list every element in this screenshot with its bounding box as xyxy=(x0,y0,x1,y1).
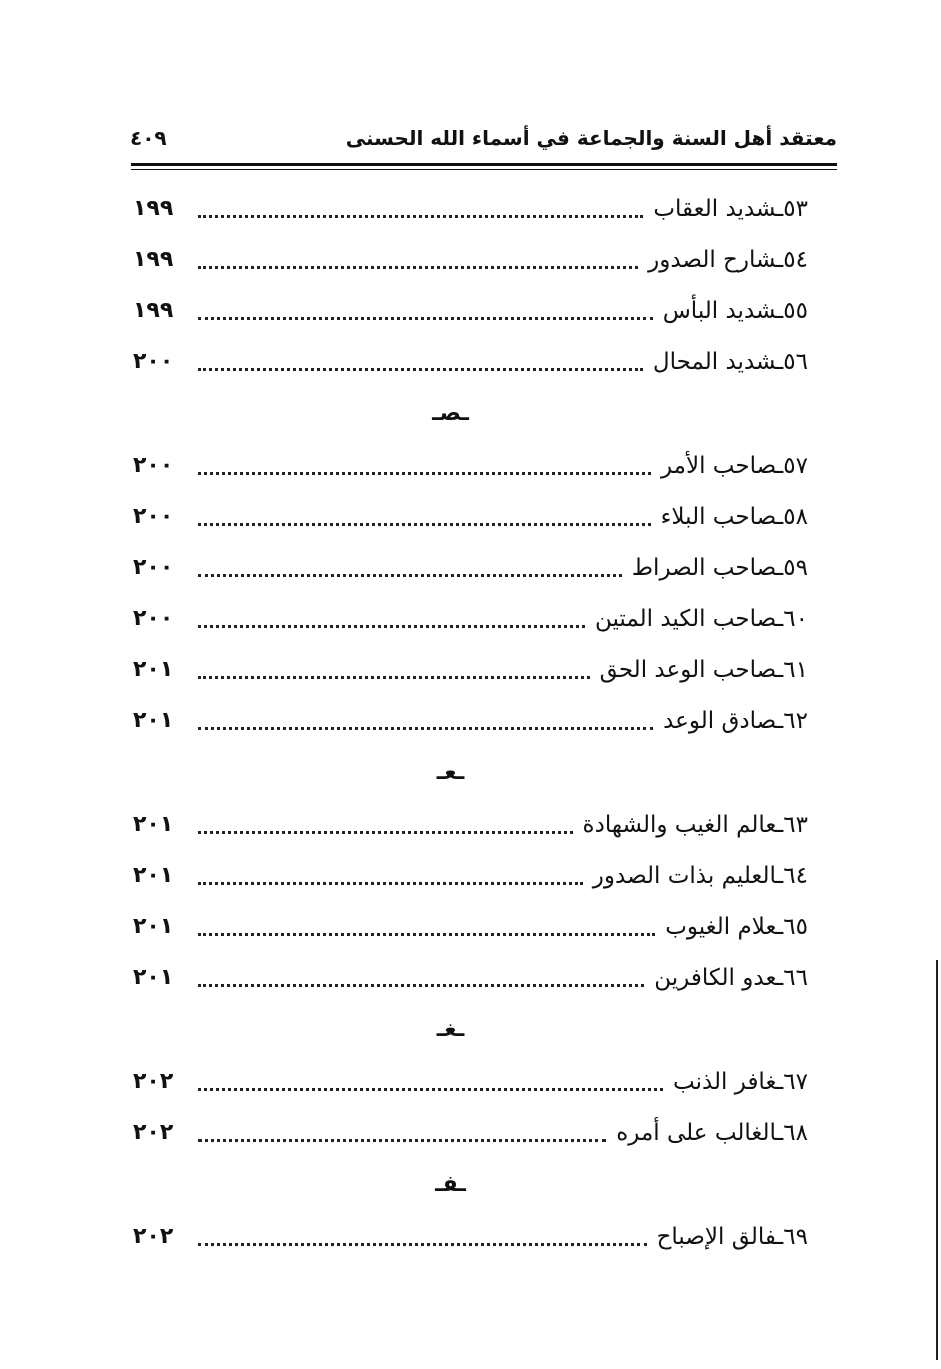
table-of-contents xyxy=(133,183,808,1262)
entry-page-number: ١٩٩ xyxy=(133,196,174,221)
toc-entry xyxy=(133,901,808,952)
header-rule-thin xyxy=(131,169,837,170)
entry-page-number: ٢٠٢ xyxy=(133,1224,174,1249)
entry-label: ٦٨ـالغالب على أمره xyxy=(616,1119,808,1146)
book-title: معتقد أهل السنة والجماعة في أسماء الله الحسنى xyxy=(345,126,837,150)
entry-page-number: ٢٠١ xyxy=(133,812,174,837)
entry-page-number: ٢٠١ xyxy=(133,914,174,939)
toc-entry xyxy=(133,1107,808,1158)
dot-leader xyxy=(198,266,638,269)
entry-label: ٦١ـصاحب الوعد الحق xyxy=(599,656,808,683)
entry-label: ٦٦ـعدو الكافرين xyxy=(654,964,808,991)
running-header xyxy=(130,126,837,160)
toc-entry xyxy=(133,593,808,644)
entry-label: ٦٥ـعلام الغيوب xyxy=(665,913,808,940)
dot-leader xyxy=(198,368,643,371)
dot-leader xyxy=(198,1088,663,1091)
entry-page-number: ١٩٩ xyxy=(133,298,174,323)
entry-page-number: ٢٠١ xyxy=(133,657,174,682)
entry-label: ٦٩ـفالق الإصباح xyxy=(656,1223,808,1250)
entry-page-number: ٢٠٠ xyxy=(133,453,174,478)
entry-label: ٥٦ـشديد المحال xyxy=(652,348,808,375)
dot-leader xyxy=(198,676,590,679)
header-rule-thick xyxy=(131,163,837,166)
dot-leader xyxy=(198,984,644,987)
dot-leader xyxy=(198,625,585,628)
entry-label: ٥٤ـشارح الصدور xyxy=(648,246,808,273)
entry-label: ٦٤ـالعليم بذات الصدور xyxy=(592,862,808,889)
toc-entry xyxy=(133,491,808,542)
toc-entry xyxy=(133,183,808,234)
dot-leader xyxy=(198,1139,606,1142)
toc-entry xyxy=(133,695,808,746)
page-number: ٤٠٩ xyxy=(130,126,167,150)
entry-page-number: ٢٠٢ xyxy=(133,1120,174,1145)
entry-page-number: ٢٠٠ xyxy=(133,504,174,529)
dot-leader xyxy=(198,1243,647,1246)
entry-page-number: ١٩٩ xyxy=(133,247,174,272)
toc-entry xyxy=(133,644,808,695)
toc-entry xyxy=(133,1211,808,1262)
section-letter: ـفـ xyxy=(435,1172,466,1197)
entry-label: ٥٣ـشديد العقاب xyxy=(653,195,808,222)
section-letter: ـعـ xyxy=(436,760,465,785)
dot-leader xyxy=(198,523,651,526)
page-edge-line xyxy=(936,960,938,1360)
toc-entry xyxy=(133,952,808,1003)
dot-leader xyxy=(198,831,573,834)
toc-entry xyxy=(133,336,808,387)
entry-label: ٦٠ـصاحب الكيد المتين xyxy=(594,605,808,632)
toc-entry xyxy=(133,285,808,336)
entry-page-number: ٢٠٠ xyxy=(133,349,174,374)
dot-leader xyxy=(198,472,651,475)
entry-page-number: ٢٠١ xyxy=(133,965,174,990)
toc-entry xyxy=(133,850,808,901)
dot-leader xyxy=(198,727,653,730)
entry-page-number: ٢٠٠ xyxy=(133,606,174,631)
section-letter: ـغـ xyxy=(436,1017,465,1042)
dot-leader xyxy=(198,933,655,936)
entry-page-number: ٢٠٢ xyxy=(133,1069,174,1094)
dot-leader xyxy=(198,215,643,218)
dot-leader xyxy=(198,317,653,320)
toc-entry xyxy=(133,234,808,285)
entry-label: ٦٧ـغافر الذنب xyxy=(672,1068,808,1095)
toc-entry xyxy=(133,799,808,850)
entry-page-number: ٢٠١ xyxy=(133,708,174,733)
toc-entry xyxy=(133,542,808,593)
entry-label: ٦٣ـعالم الغيب والشهادة xyxy=(582,811,808,838)
entry-label: ٦٢ـصادق الوعد xyxy=(663,707,808,734)
entry-label: ٥٨ـصاحب البلاء xyxy=(660,503,808,530)
dot-leader xyxy=(198,574,622,577)
dot-leader xyxy=(198,882,583,885)
toc-entry xyxy=(133,440,808,491)
entry-label: ٥٧ـصاحب الأمر xyxy=(660,452,808,479)
toc-entry xyxy=(133,1056,808,1107)
entry-page-number: ٢٠٠ xyxy=(133,555,174,580)
section-letter: ـصـ xyxy=(432,401,469,426)
entry-label: ٥٩ـصاحب الصراط xyxy=(631,554,808,581)
entry-page-number: ٢٠١ xyxy=(133,863,174,888)
entry-label: ٥٥ـشديد البأس xyxy=(662,297,808,324)
